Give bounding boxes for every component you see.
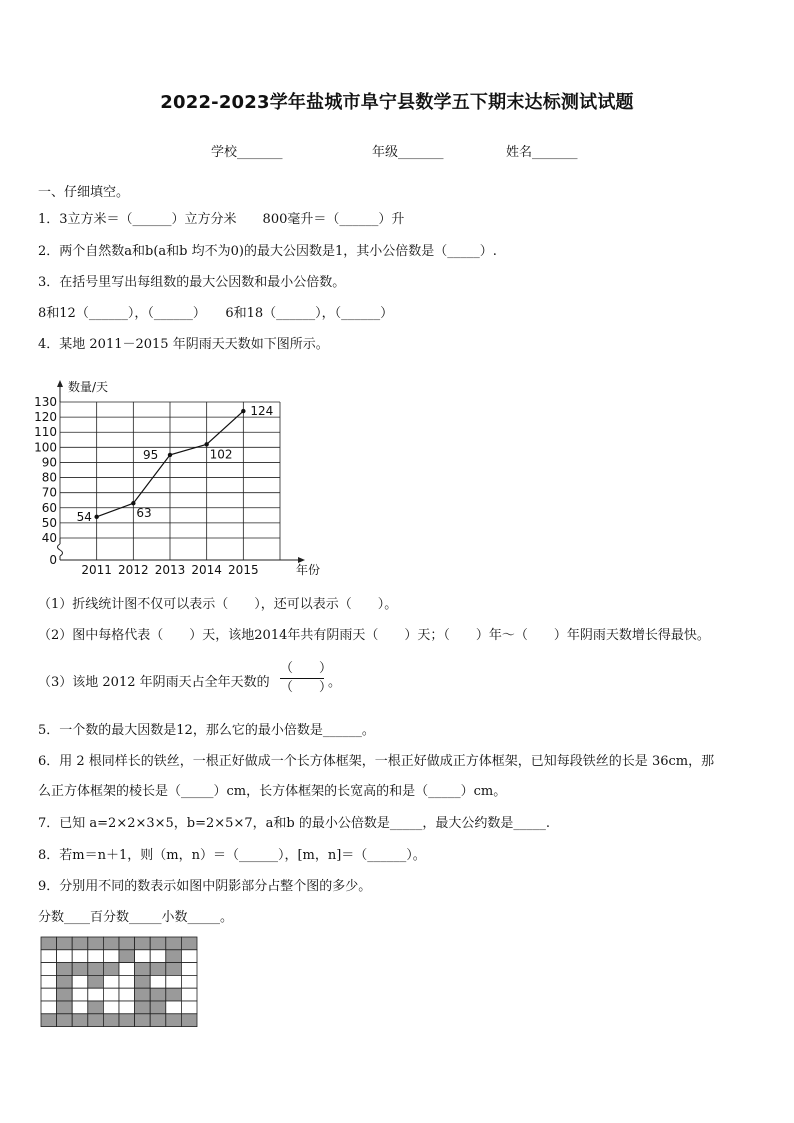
data-label: 54 (76, 509, 92, 524)
grid-cell-empty (41, 950, 57, 963)
y-tick-label: 120 (34, 410, 57, 425)
question-8: 8．若m＝n＋1，则（m，n）＝（______），[m，n]＝（______）。 (38, 848, 426, 863)
shaded-grid-figure (40, 936, 200, 1028)
y-axis-arrow (57, 380, 63, 387)
question-5: 5．一个数的最大因数是12，那么它的最小倍数是______。 (38, 723, 375, 738)
grid-cell-empty (166, 975, 182, 988)
y-tick-label: 90 (41, 455, 57, 470)
question-3: 3．在括号里写出每组数的最大公因数和最小公倍数。 (38, 275, 346, 290)
grid-cell-shaded (166, 988, 182, 1001)
y-tick-label: 130 (34, 395, 57, 409)
y-tick-label: 70 (41, 485, 57, 500)
y-axis-title: 数量/天 (68, 380, 109, 394)
grid-cell-shaded (135, 1001, 151, 1014)
data-label: 63 (136, 506, 152, 521)
data-point (204, 442, 208, 446)
question-4-2: （2）图中每格代表（ ）天，该地2014年共有阴雨天（ ）天；（ ）年～（ ）年阴雨天数增长得最快。 (38, 628, 710, 643)
grid-cell-empty (88, 950, 104, 963)
question-7: 7．已知 a=2×2×3×5，b=2×5×7，a和b 的最小公倍数是_____，最大公约数是_____. (38, 816, 550, 831)
grid-cell-shaded (88, 975, 104, 988)
grid-cell-shaded (166, 1014, 182, 1027)
grid-cell-shaded (135, 1014, 151, 1027)
grid-cell-shaded (57, 1014, 73, 1027)
x-tick-label: 2014 (191, 563, 222, 577)
question-4-1: （1）折线统计图不仅可以表示（ ），还可以表示（ ）。 (38, 597, 398, 612)
data-point (94, 515, 98, 519)
axis-break-mark (58, 544, 63, 556)
data-point (131, 501, 135, 505)
grid-cell-empty (103, 975, 119, 988)
grid-cell-empty (181, 988, 197, 1001)
grid-cell-empty (181, 975, 197, 988)
y-tick-label: 50 (41, 515, 57, 530)
grid-cell-shaded (181, 1014, 197, 1027)
section-heading: 一、仔细填空。 (38, 185, 130, 200)
fraction-denominator: （ ） (280, 680, 333, 695)
grid-cell-shaded (103, 937, 119, 950)
x-tick-label: 2015 (228, 563, 259, 577)
x-tick-label: 2012 (118, 563, 149, 577)
grid-cell-empty (135, 950, 151, 963)
question-9-answers: 分数____百分数_____小数_____。 (38, 910, 234, 925)
grid-cell-empty (103, 950, 119, 963)
grid-cell-empty (72, 1001, 88, 1014)
grid-cell-empty (41, 1001, 57, 1014)
grid-cell-empty (72, 988, 88, 1001)
grid-cell-shaded (72, 963, 88, 976)
grid-cell-shaded (72, 937, 88, 950)
grid-cell-shaded (88, 937, 104, 950)
grid-cell-shaded (88, 963, 104, 976)
y-tick-label: 80 (41, 470, 57, 485)
grid-cell-empty (119, 988, 135, 1001)
rainy-days-line-chart (30, 372, 321, 582)
fraction-numerator: （ ） (280, 661, 333, 676)
question-6-line-1: 6．用 2 根同样长的铁丝，一根正好做成一个长方体框架，一根正好做成正方体框架，已知每段铁丝的长是 36cm，那 (38, 754, 715, 769)
grid-cell-shaded (103, 1014, 119, 1027)
grade-field: 年级_______ (372, 145, 444, 160)
grid-cell-shaded (166, 950, 182, 963)
grid-cell-empty (150, 975, 166, 988)
question-1: 1．3立方米＝（______）立方分米 800毫升＝（______）升 (38, 212, 405, 227)
grid-cell-shaded (57, 1001, 73, 1014)
grid-cell-empty (181, 950, 197, 963)
question-6-line-2: 么正方体框架的棱长是（_____）cm，长方体框架的长宽高的和是（_____）cm。 (38, 784, 507, 799)
question-4-3-end: 。 (328, 675, 342, 690)
grid-cell-empty (41, 963, 57, 976)
y-tick-label: 60 (41, 500, 57, 515)
grid-cell-empty (166, 1001, 182, 1014)
y-tick-label: 40 (41, 531, 57, 545)
question-2: 2．两个自然数a和b(a和b 均不为0)的最大公因数是1，其小公倍数是（_____）. (38, 244, 497, 259)
data-point (168, 453, 172, 457)
grid-cell-empty (119, 963, 135, 976)
grid-cell-shaded (166, 937, 182, 950)
grid-cell-empty (119, 975, 135, 988)
grid-cell-empty (88, 988, 104, 1001)
grid-cell-shaded (150, 1014, 166, 1027)
grid-cell-shaded (72, 1014, 88, 1027)
grid-cell-shaded (103, 963, 119, 976)
grid-cell-shaded (119, 950, 135, 963)
grid-cell-shaded (181, 937, 197, 950)
data-label: 102 (209, 447, 233, 462)
x-tick-label: 2013 (154, 563, 186, 577)
page-title: 2022-2023学年盐城市阜宁县数学五下期末达标测试试题 (160, 92, 634, 113)
grid-cell-shaded (57, 963, 73, 976)
school-field: 学校_______ (211, 145, 283, 160)
grid-cell-empty (103, 988, 119, 1001)
grid-cell-shaded (135, 937, 151, 950)
data-label: 124 (250, 404, 274, 419)
grid-cell-empty (41, 975, 57, 988)
grid-cell-empty (57, 950, 73, 963)
grid-cell-empty (181, 1001, 197, 1014)
grid-cell-empty (181, 963, 197, 976)
grid-cell-shaded (135, 975, 151, 988)
grid-cell-shaded (57, 937, 73, 950)
grid-cell-shaded (57, 988, 73, 1001)
grid-cell-shaded (88, 1001, 104, 1014)
question-9: 9．分别用不同的数表示如图中阴影部分占整个图的多少。 (38, 879, 372, 894)
grid-cell-shaded (88, 1014, 104, 1027)
grid-cell-shaded (135, 963, 151, 976)
grid-cell-empty (72, 950, 88, 963)
y-tick-label: 110 (34, 425, 57, 440)
fraction-blank (280, 660, 333, 697)
grid-cell-empty (150, 950, 166, 963)
grid-cell-shaded (119, 1014, 135, 1027)
grid-cell-empty (41, 988, 57, 1001)
grid-cell-empty (119, 1001, 135, 1014)
grid-cell-shaded (41, 1014, 57, 1027)
question-3-blanks: 8和12（______），（______） 6和18（______），（______） (38, 306, 394, 321)
data-label: 95 (143, 447, 159, 462)
grid-cell-empty (72, 975, 88, 988)
grid-cell-shaded (150, 988, 166, 1001)
grid-cell-shaded (150, 1001, 166, 1014)
grid-cell-empty (103, 1001, 119, 1014)
question-4: 4．某地 2011－2015 年阴雨天天数如下图所示。 (38, 337, 329, 352)
y-tick-label: 100 (34, 440, 57, 455)
x-axis-title: 年份 (296, 563, 321, 577)
grid-cell-shaded (41, 937, 57, 950)
y-tick-label-zero: 0 (49, 553, 57, 567)
data-point (241, 409, 245, 413)
grid-cell-shaded (150, 963, 166, 976)
x-tick-label: 2011 (81, 563, 112, 577)
grid-cell-shaded (135, 988, 151, 1001)
grid-cell-shaded (166, 963, 182, 976)
grid-cell-shaded (57, 975, 73, 988)
question-4-3: （3）该地 2012 年阴雨天占全年天数的 (38, 675, 270, 690)
grid-cell-shaded (119, 937, 135, 950)
name-field: 姓名_______ (506, 145, 578, 160)
grid-cell-shaded (150, 937, 166, 950)
